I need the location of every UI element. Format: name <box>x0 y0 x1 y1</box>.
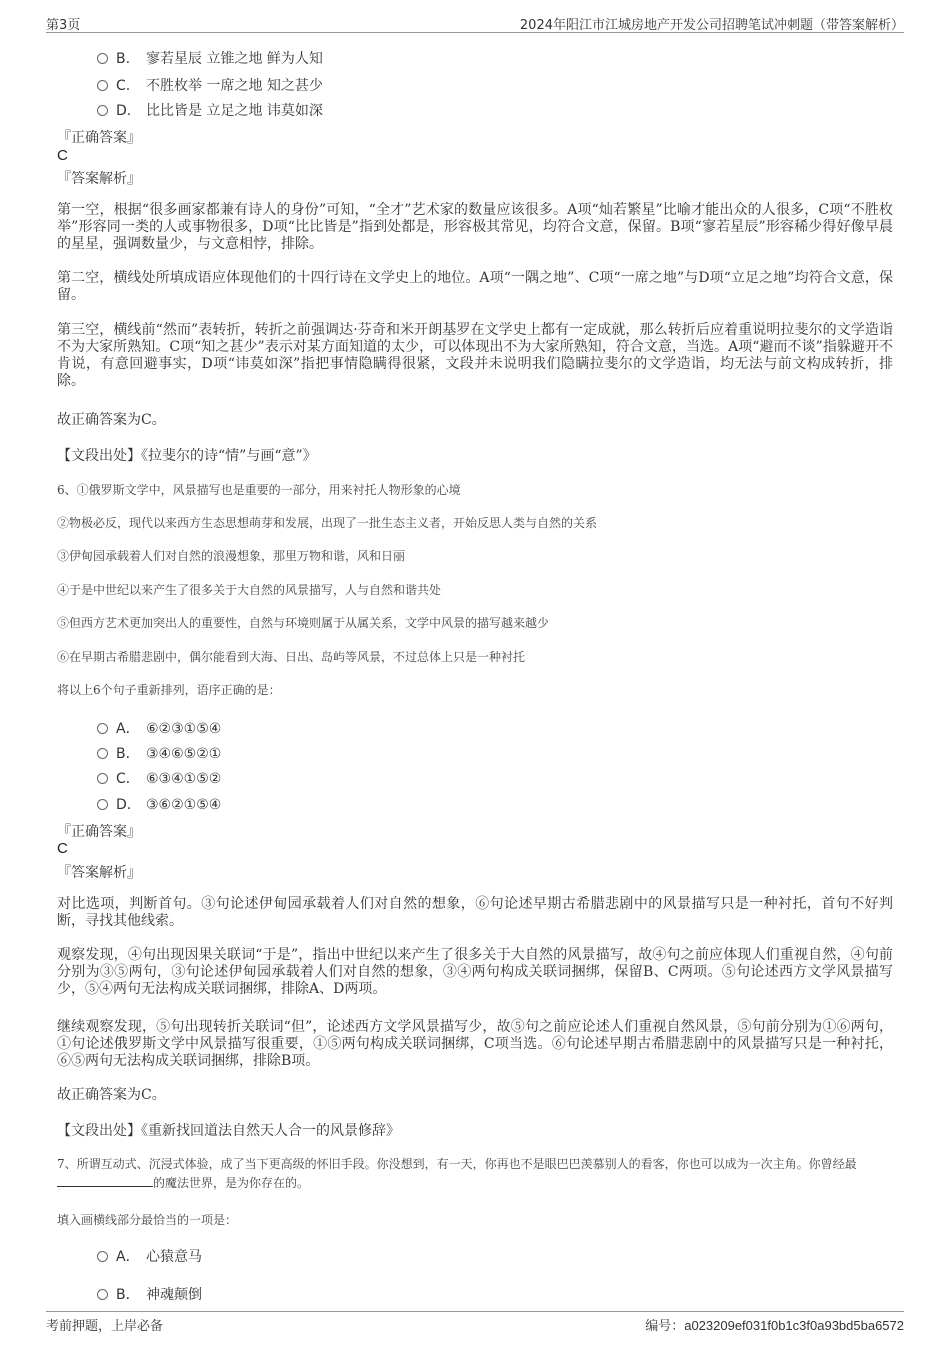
radio-icon[interactable] <box>97 748 108 759</box>
page-header <box>46 14 904 33</box>
q5-option-c[interactable]: C. 不胜枚举 一席之地 知之甚少 <box>97 75 323 95</box>
document-title: 2024年阳江市江城房地产开发公司招聘笔试冲刺题（带答案解析） <box>519 18 904 33</box>
q6-option-b[interactable]: B． ③④⑥⑤②① <box>97 743 221 763</box>
q6-option-d[interactable]: D． ③⑥②①⑤④ <box>97 794 221 814</box>
q5-analysis-label: 『答案解析』 <box>57 171 141 187</box>
q6-sentence-2: ②物极必反，现代以来西方生态思想萌芽和发展，出现了一批生态主义者，开始反思人类与自然的关系 <box>57 516 598 530</box>
q5-analysis-conclusion: 故正确答案为C。 <box>57 412 166 428</box>
q6-sentence-4: ④于是中世纪以来产生了很多关于大自然的风景描写，人与自然和谐共处 <box>57 583 442 597</box>
q7-stem: 7、所谓互动式、沉浸式体验，成了当下更高级的怀旧手段。你没想到，有一天，你再也不是眼巴巴羡慕别人的看客，你也可以成为一次主角。你曾经最的魔法世界，是为你存在的。 <box>57 1157 857 1190</box>
q6-option-a[interactable]: A． ⑥②③①⑤④ <box>97 718 221 738</box>
radio-icon[interactable] <box>97 53 108 64</box>
page-number: 第3页 <box>46 18 81 33</box>
radio-icon[interactable] <box>97 799 108 810</box>
q6-sentence-5: ⑤但西方艺术更加突出人的重要性，自然与环境则属于从属关系，文学中风景的描写越来越少 <box>57 616 550 630</box>
q6-sentence-3: ③伊甸园承载着人们对自然的浪漫想象，那里万物和谐，风和日丽 <box>57 549 406 563</box>
q7-option-b[interactable]: B． 神魂颠倒 <box>97 1284 202 1304</box>
q6-source: 【文段出处】《重新找回道法自然天人合一的风景修辞》 <box>57 1123 400 1139</box>
radio-icon[interactable] <box>97 773 108 784</box>
q5-option-b[interactable]: B. 寥若星辰 立锥之地 鲜为人知 <box>97 48 323 68</box>
q5-source: 【文段出处】《拉斐尔的诗“情”与画“意”》 <box>57 448 317 464</box>
q7-prompt: 填入画横线部分最恰当的一项是： <box>57 1213 238 1227</box>
radio-icon[interactable] <box>97 723 108 734</box>
q5-analysis-para-3: 第三空，横线前“然而”表转折，转折之前强调达·芬奇和米开朗基罗在文学史上都有一定成就，那么转折后应着重说明拉斐尔的文学造诣不为大家所熟知。C项“知之甚少”表示对某方面知道的太少，可以体现出不为大家所熟知，符合文意，当选。A项“避而不谈”指躲避开不肯说，有意回避事实，D项“讳莫如深”指把事情隐瞒得很紧，文段并未说明我们隐瞒拉斐尔的文学造诣，均无法与前文构成转折，排除。 <box>57 322 893 389</box>
q5-analysis-para-1: 第一空，根据“很多画家都兼有诗人的身份”可知，“全才”艺术家的数量应该很多。A项“灿若繁星”比喻才能出众的人很多，C项“不胜枚举”形容同一类的人或事物很多，D项“比比皆是”指到处都是，形容极其常见，均符合文意，保留。B项“寥若星辰”形容稀少得好像早晨的星星，强调数量少，与文意相悖，排除。 <box>57 202 893 252</box>
q6-correct-label: 『正确答案』 <box>57 824 141 840</box>
q6-stem: 6、①俄罗斯文学中，风景描写也是重要的一部分，用来衬托人物形象的心境 <box>57 483 461 497</box>
q6-correct-answer: C <box>57 840 68 857</box>
q6-analysis-para-2: 观察发现，④句出现因果关联词“于是”，指出中世纪以来产生了很多关于大自然的风景描写，故④句之前应体现人们重视自然，④句前分别为③⑤两句，③句论述伊甸园承载着人们对自然的想象，③④两句构成关联词捆绑，保留B、C两项。⑤句论述西方文学风景描写少，⑤④两句无法构成关联词捆绑，排除A、D两项。 <box>57 947 893 997</box>
document-id: 编号：a023209ef031f0b1c3f0a93bd5ba6572 <box>645 1318 904 1333</box>
radio-icon[interactable] <box>97 1251 108 1262</box>
page-footer <box>46 1311 904 1333</box>
q5-option-d[interactable]: D. 比比皆是 立足之地 讳莫如深 <box>97 100 323 120</box>
q6-analysis-para-3: 继续观察发现，⑤句出现转折关联词“但”，论述西方文学风景描写少，故⑤句之前应论述人们重视自然风景，⑤句前分别为①⑥两句，①句论述俄罗斯文学中风景描写很重要，①⑤两句构成关联词捆绑，C项当选。⑥句论述早期古希腊悲剧中的风景描写只是一种衬托，⑥⑤两句无法构成关联词捆绑，排除B项。 <box>57 1019 893 1069</box>
footer-slogan: 考前押题，上岸必备 <box>46 1319 164 1334</box>
q5-correct-answer: C <box>57 147 68 164</box>
q6-analysis-para-1: 对比选项，判断首句。③句论述伊甸园承载着人们对自然的想象，⑥句论述早期古希腊悲剧中的风景描写只是一种衬托，首句不好判断，寻找其他线索。 <box>57 896 893 929</box>
q7-option-a[interactable]: A． 心猿意马 <box>97 1246 202 1266</box>
answer-blank <box>57 1174 153 1187</box>
q6-sentence-6: ⑥在早期古希腊悲剧中，偶尔能看到大海、日出、岛屿等风景，不过总体上只是一种衬托 <box>57 650 526 664</box>
q6-prompt: 将以上6个句子重新排列，语序正确的是： <box>57 683 281 697</box>
q6-analysis-conclusion: 故正确答案为C。 <box>57 1087 166 1103</box>
radio-icon[interactable] <box>97 105 108 116</box>
radio-icon[interactable] <box>97 80 108 91</box>
q6-option-c[interactable]: C． ⑥③④①⑤② <box>97 768 221 788</box>
q5-correct-label: 『正确答案』 <box>57 130 141 146</box>
q6-analysis-label: 『答案解析』 <box>57 865 141 881</box>
q5-analysis-para-2: 第二空，横线处所填成语应体现他们的十四行诗在文学史上的地位。A项“一隅之地”、C项“一席之地”与D项“立足之地”均符合文意，保留。 <box>57 270 893 303</box>
radio-icon[interactable] <box>97 1289 108 1300</box>
